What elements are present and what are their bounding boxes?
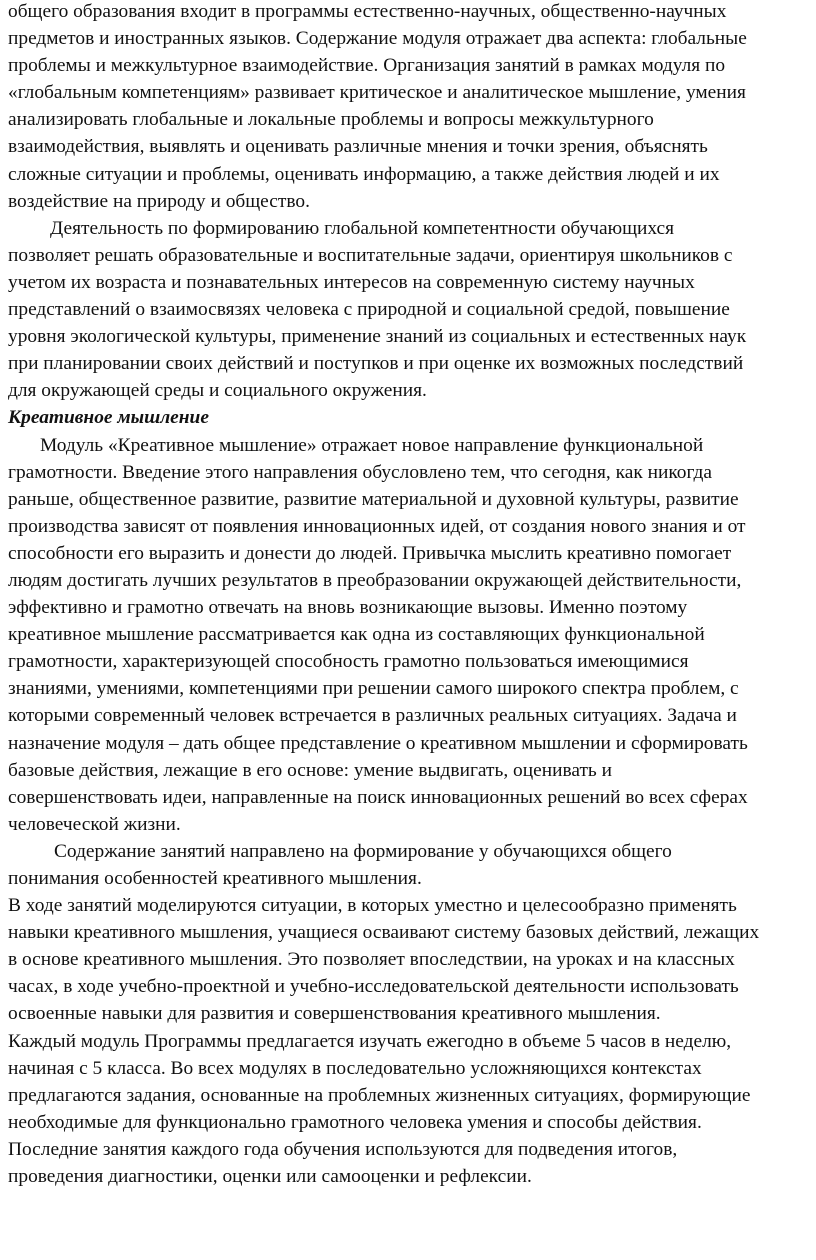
text-line: позволяет решать образовательные и воспитательные задачи, ориентируя школьников с	[8, 244, 733, 266]
text-line: В ходе занятий моделируются ситуации, в которых уместно и целесообразно применять	[8, 895, 737, 917]
text-line: человеческой жизни.	[8, 813, 181, 835]
text-line: грамотности. Введение этого направления обусловлено тем, что сегодня, как никогда	[8, 461, 712, 483]
text-line: Содержание занятий направлено на формирование у обучающихся общего	[54, 840, 672, 862]
text-line: часах, в ходе учебно-проектной и учебно-исследовательской деятельности использовать	[8, 976, 739, 998]
text-line: начиная с 5 класса. Во всех модулях в последовательно усложняющихся контекстах	[8, 1057, 702, 1079]
paragraph-global-competence-intro	[8, 0, 802, 215]
text-line: уровня экологической культуры, применение знаний из социальных и естественных наук	[8, 326, 747, 348]
text-line: для окружающей среды и социального окружения.	[8, 380, 427, 402]
text-line: предметов и иностранных языков. Содержание модуля отражает два аспекта: глобальные	[8, 28, 747, 50]
text-line: учетом их возраста и познавательных интересов на современную систему научных	[8, 271, 695, 293]
text-line: анализировать глобальные и локальные проблемы и вопросы межкультурного	[8, 109, 654, 131]
text-line: совершенствовать идеи, направленные на поиск инновационных решений во всех сферах	[8, 786, 748, 808]
text-line: понимания особенностей креативного мышления.	[8, 868, 422, 889]
text-line: проблемы и межкультурное взаимодействие. Организация занятий в рамках модуля по	[8, 55, 726, 77]
text-line: навыки креативного мышления, учащиеся осваивают систему базовых действий, лежащих	[8, 922, 760, 944]
text-line: эффективно и грамотно отвечать на вновь возникающие вызовы. Именно поэтому	[8, 597, 688, 619]
text-line: креативное мышление рассматривается как одна из составляющих функциональной	[8, 624, 705, 646]
text-line: грамотности, характеризующей способность грамотно пользоваться имеющимися	[8, 651, 689, 673]
paragraph-global-competence-activity	[8, 215, 802, 405]
text-line: раньше, общественное развитие, развитие материальной и духовной культуры, развитие	[8, 488, 739, 510]
text-line: воздействие на природу и общество.	[8, 190, 310, 212]
paragraph-lesson-content	[8, 838, 802, 892]
text-line: Модуль «Креативное мышление» отражает новое направление функциональной	[40, 434, 704, 456]
text-line: проведения диагностики, оценки или самооценки и рефлексии.	[8, 1166, 532, 1188]
text-line: освоенные навыки для развития и совершенствования креативного мышления.	[8, 1003, 661, 1025]
text-line: общего образования входит в программы естественно-научных, общественно-научных	[8, 1, 727, 22]
text-line: сложные ситуации и проблемы, оценивать информацию, а также действия людей и их	[8, 163, 720, 185]
text-line: «глобальным компетенциям» развивает критическое и аналитическое мышление, умения	[8, 82, 746, 104]
text-line: необходимые для функционально грамотного человека умения и способы действия.	[8, 1111, 702, 1133]
section-heading-creative-thinking: Креативное мышление	[8, 407, 209, 429]
text-line: при планировании своих действий и поступков и при оценке их возможных последствий	[8, 353, 744, 375]
text-line: знаниями, умениями, компетенциями при решении самого широкого спектра проблем, с	[8, 678, 739, 700]
text-line: назначение модуля – дать общее представление о креативном мышлении и сформировать	[8, 732, 748, 754]
paragraph-lesson-situations	[8, 892, 802, 1027]
text-line: представлений о взаимосвязях человека с природной и социальной средой, повышение	[8, 299, 730, 321]
paragraph-creative-thinking-module	[8, 432, 802, 838]
text-line: Каждый модуль Программы предлагается изучать ежегодно в объеме 5 часов в неделю,	[8, 1030, 732, 1052]
paragraph-program-schedule	[8, 1028, 802, 1191]
text-line: в основе креативного мышления. Это позволяет впоследствии, на уроках и на классных	[8, 949, 735, 971]
text-line: которыми современный человек встречается в различных реальных ситуациях. Задача и	[8, 705, 737, 727]
text-line: Деятельность по формированию глобальной компетентности обучающихся	[50, 217, 675, 239]
text-line: взаимодействия, выявлять и оценивать различные мнения и точки зрения, объяснять	[8, 136, 708, 158]
text-line: Последние занятия каждого года обучения используются для подведения итогов,	[8, 1138, 678, 1160]
text-line: предлагаются задания, основанные на проблемных жизненных ситуациях, формирующие	[8, 1084, 751, 1106]
text-line: производства зависят от появления инновационных идей, от создания нового знания и от	[8, 515, 746, 537]
text-line: людям достигать лучших результатов в преобразовании окружающей действительности,	[8, 569, 742, 591]
text-line: базовые действия, лежащие в его основе: умение выдвигать, оценивать и	[8, 759, 612, 781]
text-line: способности его выразить и донести до людей. Привычка мыслить креативно помогает	[8, 542, 732, 564]
